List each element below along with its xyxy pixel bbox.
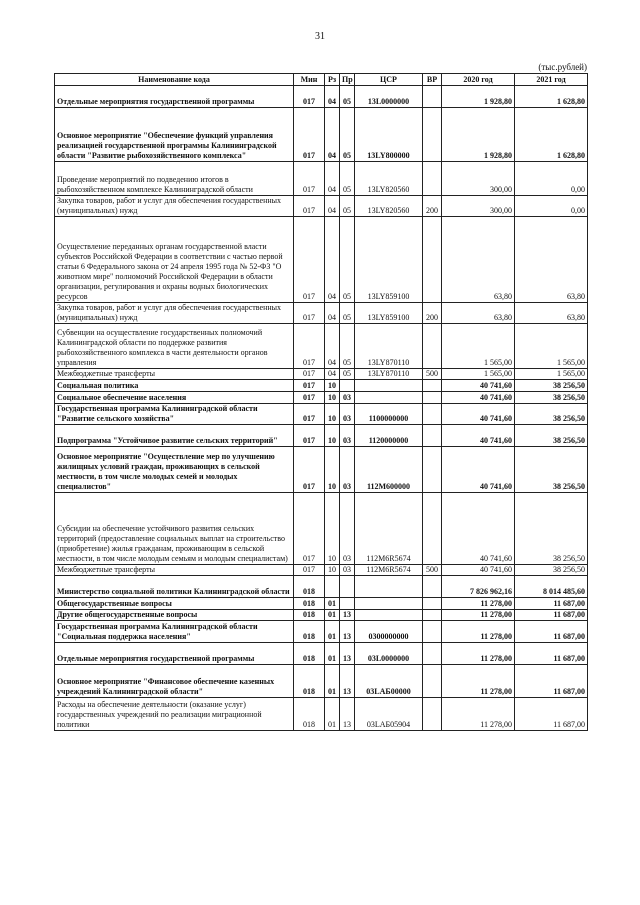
row-rz: 10 [325, 425, 340, 447]
table-row [55, 425, 588, 447]
row-csr: 13LY820560 [355, 196, 423, 217]
row-name: Межбюджетные трансферты [55, 369, 294, 380]
row-2020: 1 565,00 [442, 324, 515, 369]
row-rz: 10 [325, 493, 340, 565]
row-2021: 11 687,00 [515, 598, 588, 610]
row-pr [340, 598, 355, 610]
row-csr: 13L0000000 [355, 86, 423, 108]
row-pr: 13 [340, 665, 355, 698]
row-csr: 03LАБ05904 [355, 698, 423, 731]
row-pr: 13 [340, 643, 355, 665]
row-rz: 01 [325, 598, 340, 610]
row-2020: 40 741,60 [442, 392, 515, 404]
row-2021: 8 014 485,60 [515, 576, 588, 598]
row-pr: 03 [340, 392, 355, 404]
row-csr [355, 610, 423, 621]
row-vr [423, 162, 442, 196]
table-row [55, 404, 588, 425]
row-csr: 0300000000 [355, 621, 423, 643]
row-pr: 05 [340, 86, 355, 108]
table-row [55, 196, 588, 217]
row-min: 017 [294, 303, 325, 324]
row-2020: 11 278,00 [442, 598, 515, 610]
row-name: Субвенции на осуществление государственных полномочий Калининградской области по поддержке развития рыбохозяйственного комплекса в части деятельности органов управления [55, 324, 294, 369]
row-rz: 10 [325, 447, 340, 493]
row-2020: 63,80 [442, 217, 515, 303]
header-pr: Пр [340, 74, 355, 86]
row-vr [423, 621, 442, 643]
row-csr: 13LY870110 [355, 324, 423, 369]
row-2020: 11 278,00 [442, 610, 515, 621]
row-2021: 11 687,00 [515, 665, 588, 698]
row-min: 017 [294, 392, 325, 404]
row-2020: 40 741,60 [442, 565, 515, 576]
row-pr: 05 [340, 369, 355, 380]
row-2020: 300,00 [442, 162, 515, 196]
table-row [55, 598, 588, 610]
row-min: 018 [294, 576, 325, 598]
row-min: 017 [294, 108, 325, 162]
row-vr [423, 425, 442, 447]
row-2021: 1 628,80 [515, 108, 588, 162]
row-2021: 11 687,00 [515, 643, 588, 665]
row-vr [423, 447, 442, 493]
row-rz: 04 [325, 162, 340, 196]
row-name: Основное мероприятие "Осуществление мер по улучшению жилищных условий граждан, проживающих в сельской местности, в том числе молодых семей и молодых специалистов" [55, 447, 294, 493]
table-row [55, 369, 588, 380]
row-2020: 40 741,60 [442, 380, 515, 392]
table-row [55, 610, 588, 621]
row-min: 018 [294, 665, 325, 698]
row-pr: 03 [340, 447, 355, 493]
page-number: 31 [315, 31, 325, 42]
table-row [55, 303, 588, 324]
row-name: Закупка товаров, работ и услуг для обеспечения государственных (муниципальных) нужд [55, 303, 294, 324]
row-pr [340, 380, 355, 392]
row-csr: 112M6R5674 [355, 565, 423, 576]
row-rz: 04 [325, 324, 340, 369]
row-2020: 11 278,00 [442, 643, 515, 665]
row-2021: 63,80 [515, 217, 588, 303]
table-row [55, 217, 588, 303]
table-row [55, 576, 588, 598]
row-csr: 13LY870110 [355, 369, 423, 380]
row-pr: 03 [340, 404, 355, 425]
row-min: 017 [294, 196, 325, 217]
row-pr: 05 [340, 217, 355, 303]
row-csr: 1120000000 [355, 425, 423, 447]
row-vr: 500 [423, 369, 442, 380]
row-2020: 1 565,00 [442, 369, 515, 380]
row-name: Подпрограмма "Устойчивое развитие сельских территорий" [55, 425, 294, 447]
row-rz: 04 [325, 303, 340, 324]
row-name: Министерство социальной политики Калининградской области [55, 576, 294, 598]
row-2020: 40 741,60 [442, 404, 515, 425]
row-rz: 01 [325, 643, 340, 665]
table-row [55, 643, 588, 665]
row-rz: 01 [325, 621, 340, 643]
row-vr [423, 576, 442, 598]
row-pr: 05 [340, 324, 355, 369]
row-min: 018 [294, 598, 325, 610]
row-pr: 13 [340, 610, 355, 621]
row-csr: 13LY820560 [355, 162, 423, 196]
row-2021: 38 256,50 [515, 447, 588, 493]
header-2021: 2021 год [515, 74, 588, 86]
row-name: Проведение мероприятий по подведению итогов в рыбохозяйственном комплексе Калининградской области [55, 162, 294, 196]
row-pr: 13 [340, 698, 355, 731]
row-vr [423, 610, 442, 621]
row-2021: 38 256,50 [515, 392, 588, 404]
row-pr: 05 [340, 162, 355, 196]
row-2020: 11 278,00 [442, 621, 515, 643]
row-name: Расходы на обеспечение деятельности (оказание услуг) государственных учреждений по реализации миграционной политики [55, 698, 294, 731]
row-min: 018 [294, 610, 325, 621]
row-2021: 0,00 [515, 162, 588, 196]
row-csr [355, 380, 423, 392]
row-vr [423, 392, 442, 404]
row-csr: 03LАБ00000 [355, 665, 423, 698]
row-rz: 10 [325, 404, 340, 425]
row-rz: 10 [325, 380, 340, 392]
row-vr [423, 108, 442, 162]
row-pr: 03 [340, 493, 355, 565]
row-pr: 05 [340, 303, 355, 324]
row-2021: 38 256,50 [515, 565, 588, 576]
row-rz: 04 [325, 86, 340, 108]
row-name: Другие общегосударственные вопросы [55, 610, 294, 621]
row-2021: 11 687,00 [515, 610, 588, 621]
row-name: Основное мероприятие "Обеспечение функций управления реализацией государственной программы Калининградской области "Развитие рыбохозяйственного комплекса" [55, 108, 294, 162]
row-min: 017 [294, 380, 325, 392]
row-2021: 1 565,00 [515, 369, 588, 380]
row-vr [423, 86, 442, 108]
row-vr [423, 598, 442, 610]
table-row [55, 380, 588, 392]
header-vr: ВР [423, 74, 442, 86]
row-min: 017 [294, 565, 325, 576]
row-min: 018 [294, 698, 325, 731]
row-name: Отдельные мероприятия государственной программы [55, 86, 294, 108]
row-csr: 112M6R5674 [355, 493, 423, 565]
row-csr [355, 576, 423, 598]
row-2020: 1 928,80 [442, 86, 515, 108]
row-vr [423, 380, 442, 392]
row-min: 017 [294, 404, 325, 425]
row-csr: 03L0000000 [355, 643, 423, 665]
row-2020: 1 928,80 [442, 108, 515, 162]
row-rz: 10 [325, 565, 340, 576]
row-csr: 1100000000 [355, 404, 423, 425]
row-2021: 0,00 [515, 196, 588, 217]
row-csr [355, 392, 423, 404]
row-2021: 38 256,50 [515, 380, 588, 392]
row-min: 017 [294, 425, 325, 447]
row-min: 017 [294, 369, 325, 380]
row-2021: 11 687,00 [515, 621, 588, 643]
table-row [55, 108, 588, 162]
table-row [55, 162, 588, 196]
row-csr: 13LY859100 [355, 217, 423, 303]
row-2021: 1 628,80 [515, 86, 588, 108]
row-2020: 300,00 [442, 196, 515, 217]
table-row [55, 447, 588, 493]
header-csr: ЦСР [355, 74, 423, 86]
row-pr [340, 576, 355, 598]
header-name: Наименование кода [55, 74, 294, 86]
row-vr: 500 [423, 565, 442, 576]
table-row [55, 565, 588, 576]
row-rz [325, 576, 340, 598]
row-min: 017 [294, 493, 325, 565]
row-2020: 63,80 [442, 303, 515, 324]
row-2020: 11 278,00 [442, 665, 515, 698]
units-label: (тыс.рублей) [538, 62, 587, 72]
row-pr: 05 [340, 196, 355, 217]
row-rz: 01 [325, 698, 340, 731]
row-2020: 7 826 962,16 [442, 576, 515, 598]
row-rz: 01 [325, 665, 340, 698]
row-vr [423, 665, 442, 698]
row-name: Субсидии на обеспечение устойчивого развития сельских территорий (предоставление социальных выплат на строительство (приобретение) жилья гражданам, проживающим в сельской местности, в том числе молодым семьям и молодым специалистам) [55, 493, 294, 565]
row-name: Закупка товаров, работ и услуг для обеспечения государственных (муниципальных) нужд [55, 196, 294, 217]
budget-table [54, 73, 588, 731]
row-min: 017 [294, 324, 325, 369]
row-2021: 38 256,50 [515, 493, 588, 565]
table-row [55, 392, 588, 404]
row-min: 017 [294, 162, 325, 196]
row-vr [423, 643, 442, 665]
row-2020: 40 741,60 [442, 425, 515, 447]
row-vr [423, 493, 442, 565]
row-rz: 04 [325, 369, 340, 380]
table-row [55, 698, 588, 731]
row-name: Отдельные мероприятия государственной программы [55, 643, 294, 665]
row-csr: 13LY859100 [355, 303, 423, 324]
row-vr: 200 [423, 303, 442, 324]
row-2021: 38 256,50 [515, 425, 588, 447]
header-2020: 2020 год [442, 74, 515, 86]
header-row [55, 74, 588, 86]
row-min: 017 [294, 217, 325, 303]
row-name: Основное мероприятие "Финансовое обеспечение казенных учреждений Калининградской области" [55, 665, 294, 698]
row-2021: 38 256,50 [515, 404, 588, 425]
header-rz: Рз [325, 74, 340, 86]
row-vr: 200 [423, 196, 442, 217]
table-row [55, 665, 588, 698]
row-vr [423, 698, 442, 731]
row-2021: 11 687,00 [515, 698, 588, 731]
row-csr: 112М600000 [355, 447, 423, 493]
table-row [55, 493, 588, 565]
row-2020: 40 741,60 [442, 493, 515, 565]
header-min: Мин [294, 74, 325, 86]
row-2021: 1 565,00 [515, 324, 588, 369]
row-pr: 03 [340, 425, 355, 447]
row-name: Социальное обеспечение населения [55, 392, 294, 404]
row-name: Социальная политика [55, 380, 294, 392]
row-2021: 63,80 [515, 303, 588, 324]
row-rz: 04 [325, 196, 340, 217]
table-row [55, 324, 588, 369]
row-name: Государственная программа Калининградской области "Развитие сельского хозяйства" [55, 404, 294, 425]
row-name: Осуществление переданных органам государственной власти субъектов Российской Федерации в соответствии с частью первой статьи 6 Федерального закона от 24 апреля 1995 года № 52-ФЗ "О животном мире" полномочий Российской Федерации в области организации, регулирования и охраны водных биологических ресурсов [55, 217, 294, 303]
row-2020: 40 741,60 [442, 447, 515, 493]
row-min: 017 [294, 86, 325, 108]
row-rz: 10 [325, 392, 340, 404]
row-rz: 04 [325, 217, 340, 303]
row-pr: 05 [340, 108, 355, 162]
row-name: Общегосударственные вопросы [55, 598, 294, 610]
row-pr: 13 [340, 621, 355, 643]
row-csr [355, 598, 423, 610]
row-2020: 11 278,00 [442, 698, 515, 731]
row-min: 018 [294, 621, 325, 643]
row-pr: 03 [340, 565, 355, 576]
row-rz: 01 [325, 610, 340, 621]
row-rz: 04 [325, 108, 340, 162]
table-row [55, 86, 588, 108]
row-name: Межбюджетные трансферты [55, 565, 294, 576]
table-row [55, 621, 588, 643]
row-vr [423, 324, 442, 369]
row-min: 018 [294, 643, 325, 665]
row-vr [423, 404, 442, 425]
row-min: 017 [294, 447, 325, 493]
row-name: Государственная программа Калининградской области "Социальная поддержка населения" [55, 621, 294, 643]
row-vr [423, 217, 442, 303]
row-csr: 13LY800000 [355, 108, 423, 162]
